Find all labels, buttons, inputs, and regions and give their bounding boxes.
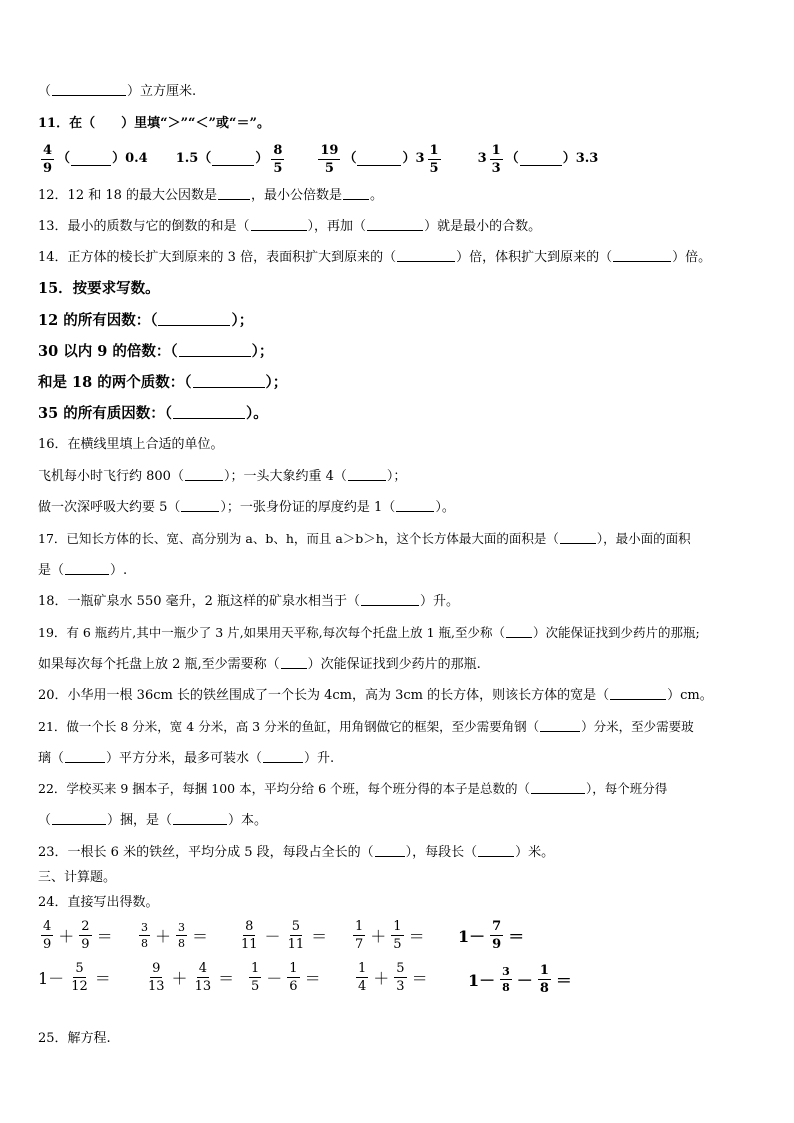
calc-item: $\frac{1}{4}$ ＋ $\frac{5}{3}$ ＝: [358, 961, 428, 994]
q15-title: 15．按要求写数。: [38, 280, 160, 297]
section-heading: 三、计算题。: [38, 870, 117, 885]
q15-row: 12 的所有因数：（ ）；: [38, 312, 254, 329]
answer-blank[interactable]: [560, 530, 596, 544]
calc-item: 1－ $\frac{3}{8}$ － $\frac{1}{8}$ ＝: [468, 963, 572, 996]
q10-tail: （ ）立方厘米.: [38, 84, 197, 99]
fraction: $\frac{8}{5}$: [273, 142, 283, 176]
fraction: $\frac{4}{9}$: [43, 142, 53, 176]
compare-blank[interactable]: [520, 152, 562, 166]
q21-cont: 璃（ ）平方分米，最多可装水（ ）升.: [38, 751, 335, 766]
answer-blank[interactable]: [343, 186, 369, 200]
calc-item: $\frac{1}{7}$ ＋ $\frac{1}{5}$ ＝: [355, 919, 425, 952]
q11-title: 11．在（ ）里填“＞”“＜”或“＝”。: [38, 116, 270, 131]
q20: 20．小华用一根 36cm 长的铁丝围成了一个长为 4cm，高为 3cm 的长方体，则该长方体的宽是（ ）cm。: [38, 688, 713, 703]
q22: 22．学校买来 9 捆本子，每捆 100 本，平均分给 6 个班，每个班分得的本子是总数的（ ），每个班分得: [38, 781, 668, 796]
q17-cont: 是（ ）.: [38, 563, 128, 578]
q16-row: 做一次深呼吸大约要 5（ ）；一张身份证的厚度约是 1（ ）。: [38, 500, 455, 515]
answer-blank[interactable]: [506, 624, 532, 638]
answer-blank[interactable]: [367, 217, 423, 231]
answer-blank[interactable]: [531, 780, 585, 794]
answer-blank[interactable]: [65, 749, 105, 763]
unit-blank[interactable]: [185, 467, 223, 481]
answer-blank[interactable]: [281, 655, 307, 669]
q15-row: 35 的所有质因数：（ ）。: [38, 405, 268, 422]
answer-blank[interactable]: [361, 592, 419, 606]
unit-blank[interactable]: [348, 467, 386, 481]
answer-blank[interactable]: [375, 843, 405, 857]
q21: 21．做一个长 8 分米，宽 4 分米，高 3 分米的鱼缸，用角钢做它的框架，至少需要角钢（ ）分米，至少需要玻: [38, 719, 694, 734]
q19: 19．有 6 瓶药片,其中一瓶少了 3 片,如果用天平称,每次每个托盘上放 1 瓶,至少称（ ）次能保证找到少药片的那瓶;: [38, 625, 700, 640]
compare-blank[interactable]: [357, 152, 401, 166]
q13: 13．最小的质数与它的倒数的和是（ ），再加（ ）就是最小的合数。: [38, 219, 542, 234]
answer-blank[interactable]: [179, 343, 251, 357]
calc-item: $\frac{4}{9}$ ＋ $\frac{2}{9}$ ＝: [43, 919, 113, 952]
q16-title: 16．在横线里填上合适的单位。: [38, 437, 224, 452]
q17: 17．已知长方体的长、宽、高分别为 a、b、h，而且 a＞b＞h，这个长方体最大面的面积是（ ），最小面的面积: [38, 531, 691, 546]
answer-blank[interactable]: [478, 843, 514, 857]
compare-blank[interactable]: [71, 152, 111, 166]
fraction: $\frac{1}{3}$: [491, 142, 501, 176]
unit-blank[interactable]: [181, 498, 219, 512]
calc-item: 1－ $\frac{5}{12}$ ＝: [38, 961, 111, 994]
answer-blank[interactable]: [613, 248, 671, 262]
q15-row: 和是 18 的两个质数：（ ）；: [38, 374, 288, 391]
calc-item: 1－ $\frac{7}{9}$ ＝: [458, 919, 525, 952]
answer-blank[interactable]: [540, 718, 580, 732]
calc-item: $\frac{1}{5}$ － $\frac{1}{6}$ ＝: [251, 961, 321, 994]
q11-comparisons: $\frac{4}{9}$ （ ）0.4 1.5（ ） $\frac{8}{5}$ $\frac{19}{5}$ （ ）3 $\frac{1}{5}$ 3 $\frac{1}{3}$ （ ）3.3: [43, 142, 599, 176]
fraction: $\frac{19}{5}$: [320, 142, 339, 176]
answer-blank[interactable]: [218, 186, 250, 200]
answer-blank[interactable]: [65, 561, 109, 575]
q22-cont: （ ）捆，是（ ）本。: [38, 813, 268, 828]
answer-blank[interactable]: [173, 811, 227, 825]
calc-item: $\frac{3}{8}$ ＋ $\frac{3}{8}$ ＝: [141, 921, 209, 950]
q15-row: 30 以内 9 的倍数：（ ）；: [38, 343, 274, 360]
calc-item: $\frac{9}{13}$ ＋ $\frac{4}{13}$ ＝: [148, 961, 235, 994]
answer-blank[interactable]: [52, 82, 126, 96]
q25: 25．解方程.: [38, 1031, 111, 1046]
answer-blank[interactable]: [52, 811, 106, 825]
q14: 14．正方体的棱长扩大到原来的 3 倍，表面积扩大到原来的（ ）倍，体积扩大到原来的（ ）倍。: [38, 250, 712, 265]
answer-blank[interactable]: [610, 686, 666, 700]
fraction: $\frac{1}{5}$: [429, 142, 439, 176]
answer-blank[interactable]: [158, 312, 230, 326]
unit-blank[interactable]: [396, 498, 434, 512]
answer-blank[interactable]: [193, 374, 265, 388]
q19-cont: 如果每次每个托盘上放 2 瓶,至少需要称（ ）次能保证找到少药片的那瓶.: [38, 657, 481, 672]
q16-row: 飞机每小时飞行约 800（ ）；一头大象约重 4（ ）；: [38, 469, 407, 484]
answer-blank[interactable]: [173, 405, 245, 419]
answer-blank[interactable]: [263, 749, 303, 763]
q12: 12．12 和 18 的最大公因数是 ，最小公倍数是 。: [38, 188, 384, 203]
q23: 23．一根长 6 米的铁丝，平均分成 5 段，每段占全长的（ ），每段长（ ）米。: [38, 845, 555, 860]
q18: 18．一瓶矿泉水 550 毫升，2 瓶这样的矿泉水相当于（ ）升。: [38, 594, 460, 609]
answer-blank[interactable]: [397, 248, 455, 262]
compare-blank[interactable]: [212, 152, 254, 166]
q24-title: 24．直接写出得数。: [38, 895, 159, 910]
answer-blank[interactable]: [251, 217, 307, 231]
calc-item: $\frac{8}{11}$ － $\frac{5}{11}$ ＝: [241, 919, 328, 952]
